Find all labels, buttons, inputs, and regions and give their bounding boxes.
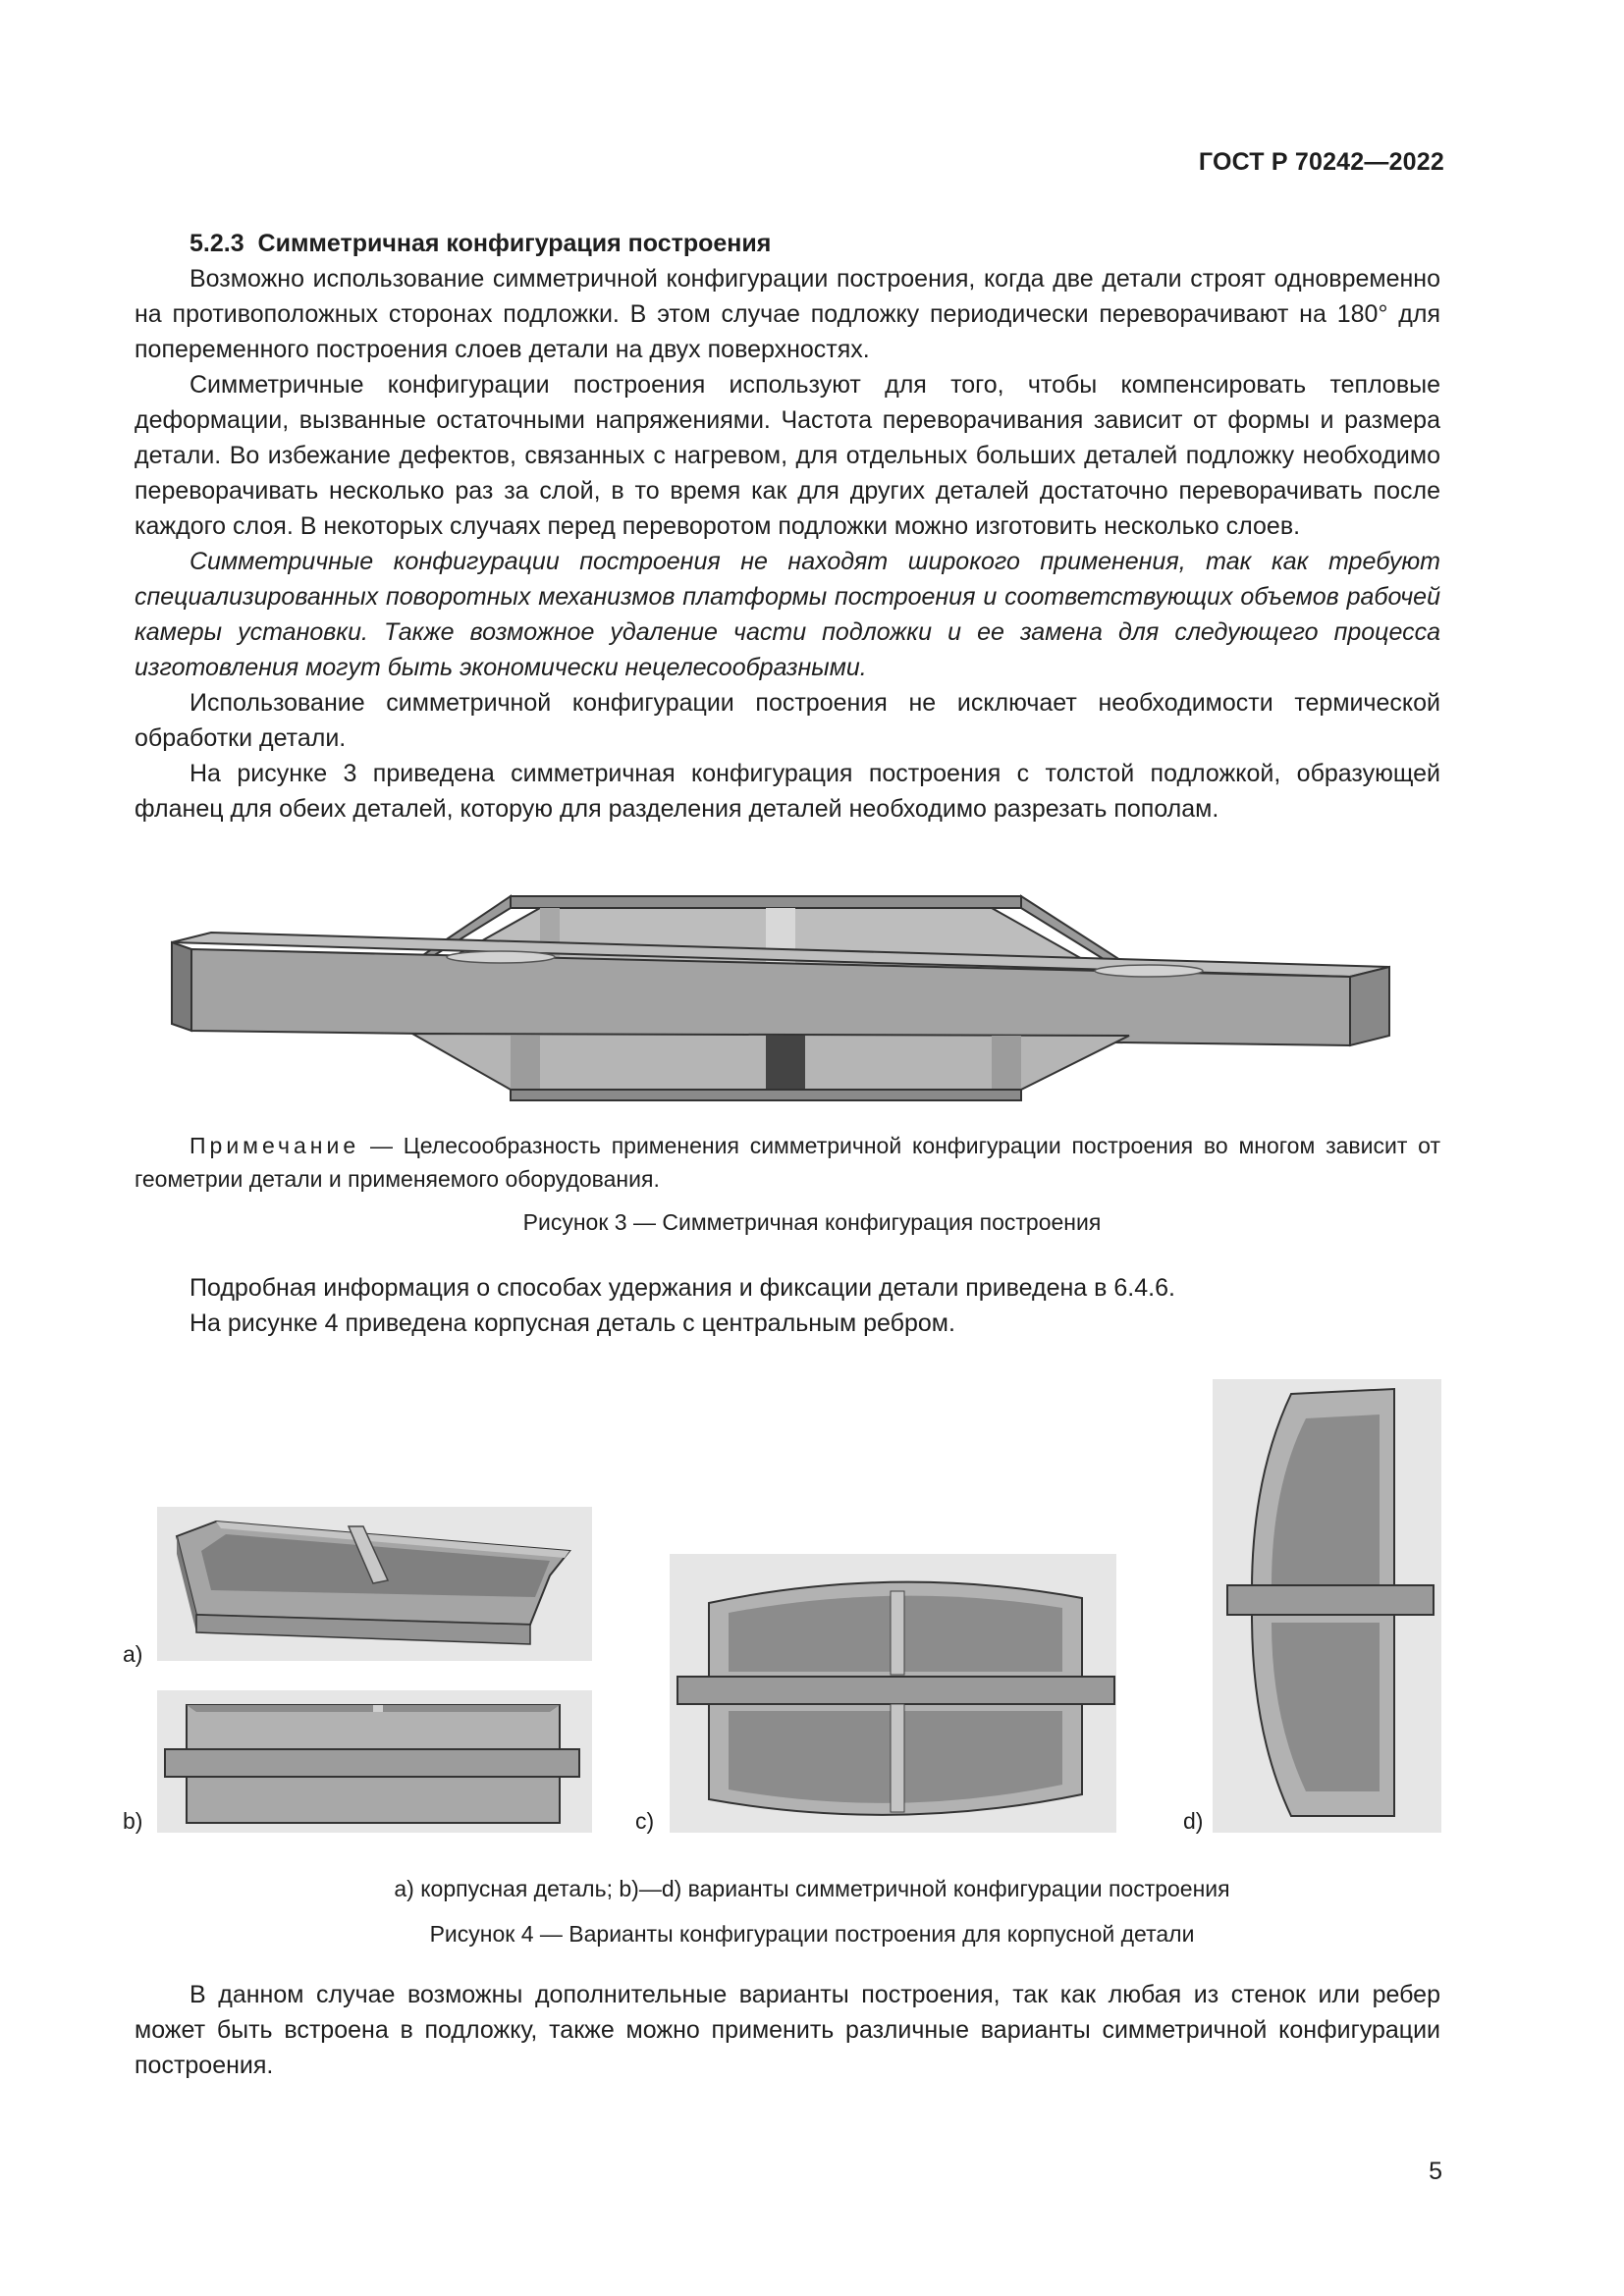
figure-4d-label: d) — [1183, 1808, 1204, 1834]
figure-4d-panel — [1213, 1379, 1441, 1833]
section-heading — [135, 226, 1440, 261]
document-header: ГОСТ Р 70242—2022 — [1198, 148, 1444, 176]
section-title: Симметричная конфигурация построения — [257, 230, 772, 257]
section-number: 5.2.3 — [189, 230, 244, 257]
paragraph-3: Симметричные конфигурации построения не находят широкого применения, так как требуют специализированных поворотных механизмов платформы построения и соответствующих объемов рабочей камеры установки. Также возможное удаление части подложки и ее замена для следующего процесса изготовления могут быть экономически нецелесообразными. — [135, 548, 1440, 681]
figure-4c-label: c) — [635, 1808, 655, 1834]
paragraph-8: В данном случае возможны дополнительные варианты построения, так как любая из стенок или ребер может быть встроена в подложку, также можно применить различные варианты симметричной конфигурации построения. — [135, 1981, 1440, 2079]
figure-3-caption: Рисунок 3 — Симметричная конфигурация построения — [522, 1209, 1102, 1235]
figure-4-legend: a) корпусная деталь; b)—d) варианты симметричной конфигурации построения — [394, 1876, 1230, 1901]
figure-4-caption: Рисунок 4 — Варианты конфигурации построения для корпусной детали — [429, 1921, 1195, 1947]
figure-4c-panel — [670, 1554, 1116, 1833]
figure-3-image — [167, 888, 1394, 1104]
figure-4b-label: b) — [123, 1808, 143, 1834]
note-lead: Примечание — [189, 1133, 360, 1158]
paragraph-5: На рисунке 3 приведена симметричная конфигурация построения с толстой подложкой, образующей фланец для обеих деталей, которую для разделения деталей необходимо разрезать пополам. — [135, 760, 1440, 823]
figure-4a-label: a) — [123, 1641, 143, 1667]
paragraph-4: Использование симметричной конфигурации построения не исключает необходимости термической обработки детали. — [135, 689, 1440, 752]
section-body — [135, 226, 1440, 827]
figure-4a-panel — [157, 1507, 592, 1661]
pre-figure-4-text — [135, 1270, 1440, 1341]
page-number: 5 — [1429, 2158, 1442, 2185]
figure-4b-panel — [157, 1690, 592, 1833]
closing-text — [135, 1977, 1440, 2083]
note-text: — Целесообразность применения симметричной конфигурации построения во многом зависит от геометрии детали и применяемого оборудования. — [135, 1133, 1440, 1192]
figure-3-note — [135, 1129, 1440, 1196]
paragraph-7: На рисунке 4 приведена корпусная деталь с центральным ребром. — [189, 1309, 955, 1337]
paragraph-2: Симметричные конфигурации построения используют для того, чтобы компенсировать тепловые деформации, вызванные остаточными напряжениями. Частота переворачивания зависит от формы и размера детали. Во избежание дефектов, связанных с нагревом, для отдельных больших деталей подложку необходимо переворачивать несколько раз за слой, в то время как для других деталей достаточно переворачивать после каждого слоя. В некоторых случаях перед переворотом подложки можно изготовить несколько слоев. — [135, 371, 1440, 540]
paragraph-1: Возможно использование симметричной конфигурации построения, когда две детали строят одновременно на противоположных сторонах подложки. В этом случае подложку периодически переворачивают на 180° для попеременного построения слоев детали на двух поверхностях. — [135, 265, 1440, 363]
paragraph-6: Подробная информация о способах удержания и фиксации детали приведена в 6.4.6. — [189, 1274, 1175, 1302]
